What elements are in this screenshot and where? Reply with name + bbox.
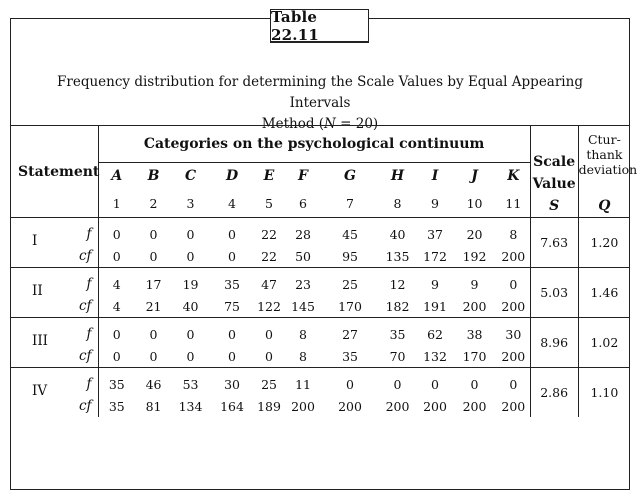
cf-value: 0 xyxy=(172,345,209,368)
table-row-f xyxy=(10,223,630,245)
f-value: 25 xyxy=(261,376,277,392)
f-label: f xyxy=(70,223,98,245)
scale-value: 2.86 xyxy=(530,373,578,417)
q-value: 1.10 xyxy=(590,385,619,400)
cf-value: 182 xyxy=(377,295,418,318)
cf-value: 21 xyxy=(135,295,172,318)
cf-value: 145 xyxy=(283,295,323,318)
f-value: 35 xyxy=(224,276,240,292)
cf-value: 0 xyxy=(135,345,172,368)
caption-n-symbol: N xyxy=(324,116,336,132)
categories-header: Categories on the psychological continuum xyxy=(98,126,530,163)
f-value: 35 xyxy=(108,376,125,392)
category-number: 4 xyxy=(209,189,255,218)
f-value: 62 xyxy=(427,326,443,342)
scale-header-symbol: S xyxy=(549,198,560,214)
cf-value: 0 xyxy=(135,245,172,268)
cf-value: 8 xyxy=(283,345,323,368)
scale-value: 7.63 xyxy=(530,223,578,268)
f-value: 0 xyxy=(149,326,158,342)
category-number: 6 xyxy=(283,189,323,218)
category-letter: K xyxy=(497,163,530,190)
category-number: 1 xyxy=(98,189,135,218)
cf-label: cf xyxy=(70,395,98,417)
f-value: 0 xyxy=(186,326,195,342)
cf-value: 192 xyxy=(452,245,497,268)
f-value: 45 xyxy=(342,226,358,242)
category-number: 5 xyxy=(255,189,283,218)
q-value: 1.02 xyxy=(578,323,630,368)
category-number: 7 xyxy=(323,189,377,218)
f-value: 4 xyxy=(112,276,121,292)
f-value: 28 xyxy=(295,226,311,242)
cf-value: 0 xyxy=(172,245,209,268)
f-value: 8 xyxy=(497,223,530,245)
table-title: Table 22.11 xyxy=(270,9,369,43)
cf-value: 200 xyxy=(423,398,447,414)
f-value: 30 xyxy=(224,376,240,392)
header-row-categories xyxy=(10,126,630,163)
category-number: 9 xyxy=(418,189,452,218)
category-number: 10 xyxy=(452,189,497,218)
scale-header-line-2: Value xyxy=(532,176,576,192)
f-value: 22 xyxy=(261,226,277,242)
q-deviation-header xyxy=(578,126,638,218)
f-value: 0 xyxy=(112,226,121,242)
f-value: 47 xyxy=(261,276,277,292)
cf-value: 200 xyxy=(497,345,530,368)
f-value: 20 xyxy=(466,226,483,242)
f-value: 35 xyxy=(389,326,406,342)
category-number: 8 xyxy=(377,189,418,218)
cf-value: 164 xyxy=(220,398,244,414)
cf-label: cf xyxy=(70,345,98,368)
cf-label: cf xyxy=(70,295,98,318)
cf-value: 50 xyxy=(283,245,323,268)
f-value: 0 xyxy=(228,226,236,242)
cf-value: 200 xyxy=(497,245,530,268)
cf-value: 200 xyxy=(497,395,530,417)
f-value: 37 xyxy=(427,226,443,242)
cf-value: 95 xyxy=(323,245,377,268)
cf-value: 75 xyxy=(209,295,255,318)
f-value: 0 xyxy=(346,376,354,392)
q-header-line-1: Ctur- xyxy=(587,132,621,147)
category-number: 11 xyxy=(497,189,530,218)
f-value: 9 xyxy=(470,276,479,292)
scale-value: 5.03 xyxy=(530,273,578,318)
cf-value: 200 xyxy=(291,398,315,414)
statement-header: Statement xyxy=(10,126,98,218)
caption-line-1: Frequency distribution for determining the Scale Values by Equal Appearing Intervals xyxy=(57,74,583,111)
q-value: 1.46 xyxy=(578,273,630,318)
category-letter: I xyxy=(431,168,439,184)
f-value: 0 xyxy=(470,376,479,392)
f-value: 38 xyxy=(466,326,483,342)
cf-value: 0 xyxy=(209,345,255,368)
f-value: 12 xyxy=(389,276,406,292)
q-header-line-2: thank xyxy=(586,147,623,162)
q-header-symbol: Q xyxy=(598,198,611,214)
cf-value: 134 xyxy=(178,398,203,414)
f-value: 27 xyxy=(342,326,358,342)
table-row-f xyxy=(10,323,630,345)
table-row-f xyxy=(10,373,630,395)
f-label: f xyxy=(70,273,98,295)
cf-value: 0 xyxy=(209,245,255,268)
cf-value: 22 xyxy=(255,245,283,268)
cf-value: 35 xyxy=(108,398,125,414)
f-value: 17 xyxy=(145,276,162,292)
cf-value: 200 xyxy=(497,295,530,318)
cf-value: 0 xyxy=(98,245,135,268)
cf-value: 4 xyxy=(98,295,135,318)
cf-value: 172 xyxy=(418,245,452,268)
f-value: 23 xyxy=(295,276,311,292)
statement-label: I xyxy=(10,223,70,268)
table-row-f xyxy=(10,273,630,295)
category-letter: B xyxy=(147,168,160,184)
cf-value: 170 xyxy=(323,295,377,318)
cf-value: 200 xyxy=(338,398,362,414)
f-value: 9 xyxy=(431,276,439,292)
cf-value: 200 xyxy=(385,398,410,414)
category-number: 2 xyxy=(135,189,172,218)
cf-value: 122 xyxy=(255,295,283,318)
f-value: 8 xyxy=(299,326,307,342)
f-value: 46 xyxy=(145,376,162,392)
f-value: 30 xyxy=(497,323,530,345)
category-letter: E xyxy=(263,168,275,184)
statement-label: II xyxy=(10,273,70,318)
frequency-table xyxy=(10,125,638,417)
category-letter: F xyxy=(298,168,308,184)
category-letter: H xyxy=(390,168,405,184)
scale-header-line-1: Scale xyxy=(533,154,576,170)
cf-value: 189 xyxy=(257,398,281,414)
category-number: 3 xyxy=(172,189,209,218)
category-letter: D xyxy=(225,168,239,184)
f-value: 0 xyxy=(149,226,158,242)
f-value: 0 xyxy=(186,226,195,242)
f-value: 0 xyxy=(497,273,530,295)
category-letter: G xyxy=(344,168,356,184)
cf-value: 35 xyxy=(323,345,377,368)
caption-line-2: Method ( xyxy=(261,116,325,132)
statement-label: IV xyxy=(32,383,48,399)
cf-value: 135 xyxy=(377,245,418,268)
statement-label: III xyxy=(10,323,70,368)
f-value: 0 xyxy=(228,326,236,342)
f-value: 19 xyxy=(182,276,199,292)
cf-label: cf xyxy=(70,245,98,268)
category-letter: J xyxy=(471,168,478,184)
f-value: 53 xyxy=(182,376,199,392)
f-value: 0 xyxy=(431,376,439,392)
category-letter: C xyxy=(184,168,197,184)
cf-value: 132 xyxy=(418,345,452,368)
cf-value: 40 xyxy=(172,295,209,318)
f-value: 0 xyxy=(393,376,402,392)
f-value: 0 xyxy=(265,326,273,342)
category-letter: A xyxy=(111,168,123,184)
caption-n-value: = 20) xyxy=(335,116,379,132)
cf-value: 70 xyxy=(377,345,418,368)
f-value: 0 xyxy=(112,326,121,342)
scale-value: 8.96 xyxy=(530,323,578,368)
q-value: 1.20 xyxy=(578,223,630,268)
q-header-line-3: deviation xyxy=(578,162,638,177)
cf-value: 81 xyxy=(145,398,162,414)
f-value: 25 xyxy=(342,276,358,292)
cf-value: 0 xyxy=(98,345,135,368)
f-value: 0 xyxy=(497,373,530,395)
f-label: f xyxy=(70,323,98,345)
scale-value-header xyxy=(530,126,578,218)
cf-value: 191 xyxy=(418,295,452,318)
f-label: f xyxy=(70,373,98,395)
cf-value: 0 xyxy=(255,345,283,368)
cf-value: 200 xyxy=(462,398,487,414)
f-value: 11 xyxy=(295,376,311,392)
cf-value: 170 xyxy=(452,345,497,368)
cf-value: 200 xyxy=(452,295,497,318)
f-value: 40 xyxy=(389,226,406,242)
